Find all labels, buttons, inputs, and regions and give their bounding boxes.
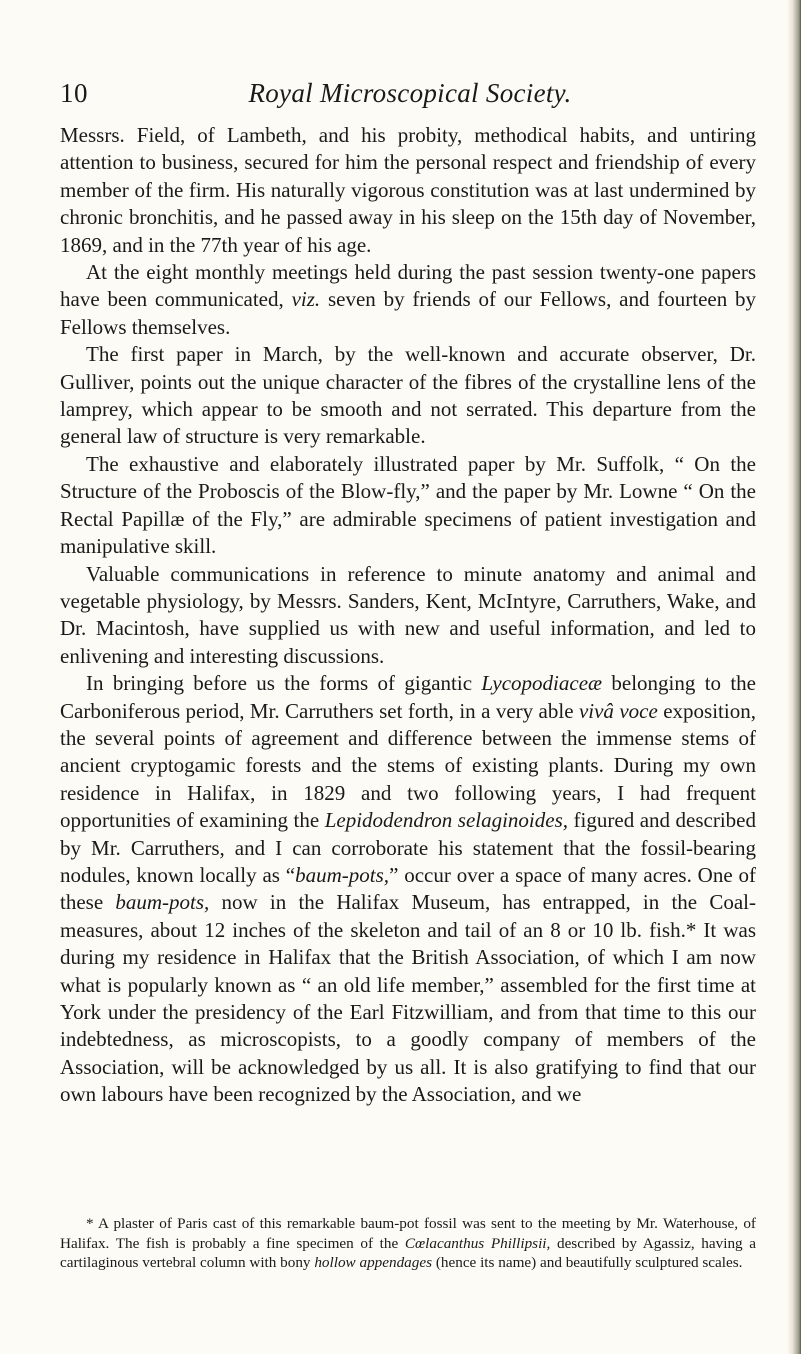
p2-text-b: seven by friends of our Fellows, and fourteen by Fellows themselves. bbox=[60, 287, 757, 339]
paragraph-4: The exhaustive and elaborately illustrated paper by Mr. Suffolk, “ On the Structure of the Proboscis of the Blow-fly,” and the paper by Mr. Lowne “ On the Rectal Papillæ of the Fly,” are admirable specimens of patient investigation and manipulative skill. bbox=[60, 451, 756, 559]
p6-text-e: ” occur over a space of many acres. One of these bbox=[60, 862, 757, 915]
p6-text-d: figured and described by Mr. Carruthers, and I can corroborate his statement that the fossil-bearing nodules, known locally as “ bbox=[60, 808, 757, 887]
p6-text-c: exposition, the several points of agreement and difference between the immense stems of ancient cryptogamic forests and the stems of existing plants. During my own residence in Halifax, in 1829 and two following years, I had frequent opportunities of examining the bbox=[60, 698, 756, 833]
footnote-text-b: described by Agassiz, having a cartilaginous vertebral column with bony bbox=[60, 1234, 757, 1272]
p6-lycopodiaceae: Lycopodiaceæ bbox=[481, 671, 603, 696]
page-header bbox=[60, 78, 760, 114]
paragraph-2 bbox=[60, 259, 756, 341]
p6-text-b: belonging to the Carboniferous period, Mr. Carruthers set forth, in a very able bbox=[60, 671, 757, 723]
paragraph-3: The first paper in March, by the well-known and accurate observer, Dr. Gulliver, points out the unique character of the fibres of the crystalline lens of the lamprey, which appear to be smooth and not serrated. This departure from the general law of structure is very remarkable. bbox=[60, 342, 756, 449]
p6-baum-pots-2: baum-pots, bbox=[115, 890, 210, 915]
p2-viz: viz. bbox=[291, 287, 321, 312]
footnote-hollow-appendages: hollow appendages bbox=[314, 1254, 433, 1272]
body-text bbox=[60, 122, 756, 1109]
p2-text-a: At the eight monthly meetings held during the past session twenty-one papers have been communicated, bbox=[60, 260, 756, 312]
p6-lepidodendron: Lepidodendron selaginoides, bbox=[324, 808, 569, 833]
running-title: Royal Microscopical Society. bbox=[248, 78, 572, 108]
p6-text-a: In bringing before us the forms of gigantic bbox=[86, 671, 473, 696]
paragraph-5: Valuable communications in reference to minute anatomy and animal and vegetable physiology, by Messrs. Sanders, Kent, McIntyre, Carruthers, Wake, and Dr. Macintosh, have supplied us with new and useful information, and led to enlivening and interesting discussions. bbox=[60, 561, 756, 668]
page-edge-shadow bbox=[787, 0, 801, 1354]
footnote-coelacanthus: Cœlacanthus Phillipsii, bbox=[404, 1234, 551, 1252]
p6-text-f: now in the Halifax Museum, has entrapped, in the Coal-measures, about 12 inches of the skeleton and tail of an 8 or 10 lb. fish.* It was during my residence in Halifax that the British Association, of which I am now what is popularly known as “ an old life member,” assembled for the first time at York under the presidency of the Earl Fitzwilliam, and from that time to this our indebtedness, as microscopists, to a goodly company of members of the Association, will be acknowledged by us all. It is also gratifying to find that our own labours have been recognized by the Association, and we bbox=[60, 890, 756, 1107]
page-number: 10 bbox=[60, 78, 88, 108]
paragraph-6 bbox=[60, 670, 756, 1109]
paragraph-1: Messrs. Field, of Lambeth, and his probity, methodical habits, and untiring attention to business, secured for him the personal respect and friendship of every member of the firm. His naturally vigorous constitution was at last undermined by chronic bronchitis, and he passed away in his sleep on the 15th day of November, 1869, and in the 77th year of his age. bbox=[60, 123, 756, 257]
footnote bbox=[60, 1214, 756, 1273]
p6-viva-voce: vivâ voce bbox=[578, 698, 658, 723]
footnote-text-c: (hence its name) and beautifully sculptured scales. bbox=[435, 1254, 743, 1272]
p6-baum-pots-1: baum-pots, bbox=[295, 862, 390, 887]
footnote-text-a: * A plaster of Paris cast of this remarkable baum-pot fossil was sent to the meeting by Mr. Waterhouse, of Halifax. The fish is probably a fine specimen of the bbox=[60, 1215, 756, 1252]
